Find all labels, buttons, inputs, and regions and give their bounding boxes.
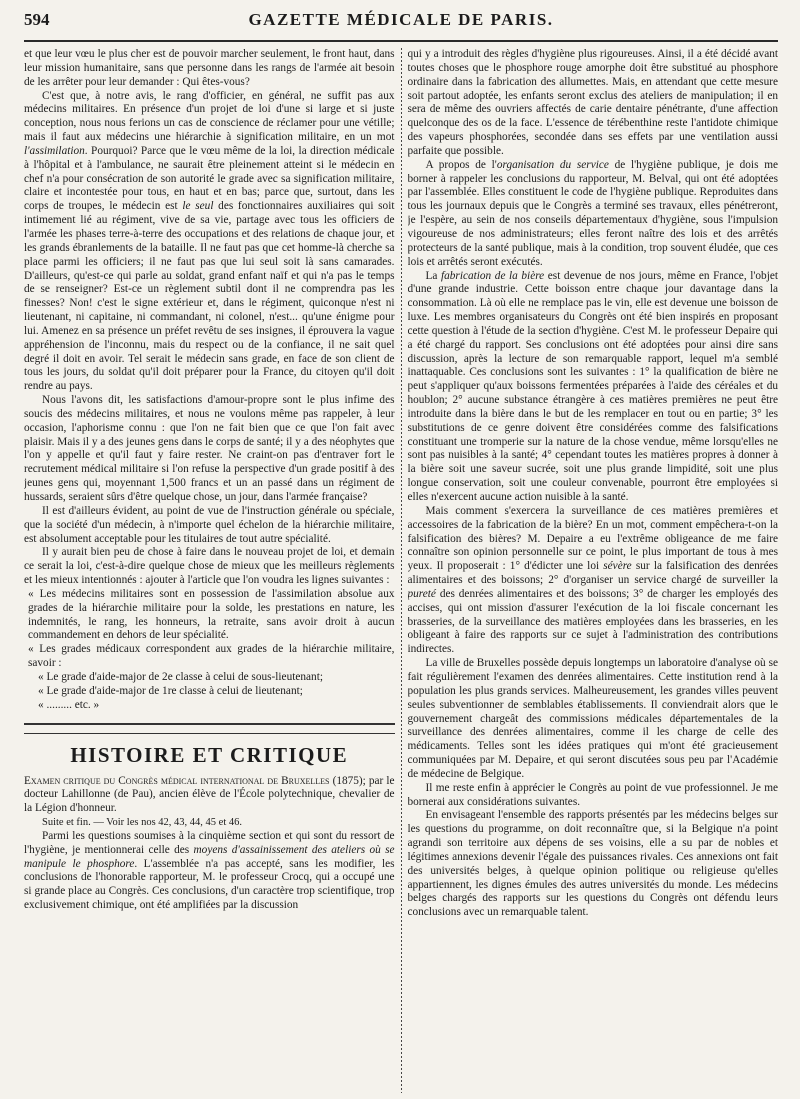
- right-column: [408, 48, 779, 1093]
- paragraph: et que leur vœu le plus cher est de pouvoir marcher seulement, le front haut, dans leur mission humanitaire, sans que personne dans les rangs de l'armée ait besoin de les arrêter pour leur demander : Qui êtes-vous?: [24, 48, 395, 88]
- paragraph: Nous l'avons dit, les satisfactions d'amour-propre sont le plus infime des soucis des médecins militaires, et nous ne voulons même pas rappeler, à leur occasion, l'aphorisme connu : que l'on ne fait bien que ce que l'on fait avec plaisir. Mais il y a des jeunes gens dans le corps de santé; il y a des néophytes que l'on y appelle et qu'il faut y faire rester. Ne craint-on pas d'entraver fort le recrutement médical militaire si l'on refuse la perspective d'un grade positif à des jeunes gens qui, moyennant 1,500 francs et un an passé dans un régiment de hussards, seraient sûrs d'être quelque chose, un jour, dans l'armée française?: [24, 394, 395, 503]
- paragraph: La ville de Bruxelles possède depuis longtemps un laboratoire d'analyse où se fait régulièrement l'examen des denrées alimentaires. Cette institution rend à la population les plus grands services. Malheureusement, les grandes villes peuvent seules subventionner de semblables établissements. Il conviendrait alors que le gouvernement chargeât des commissions médicales départementales de la surveillance des denrées alimentaires, comme il les charge de celle des médicaments. Telles sont les idées pratiques qui m'ont été gracieusement communiquées par M. Depaire, et qui seront discutées sous peu par l'Académie de médecine de Belgique.: [407, 657, 778, 780]
- paragraph: A propos de l'organisation du service de l'hygiène publique, je dois me borner à rappeler les conclusions du rapporteur, M. Belval, qui ont été adoptées par l'assemblée. Elles constituent le code de l'hygiène publique. Reproduites dans tous les journaux depuis que le Congrès a terminé ses travaux, elles pénétreront, je l'espère, au sein de nos conseils départementaux d'hygiène, sous l'impulsion vigoureuse de nos administrateurs; elles feront naître des lois et des arrêtés protecteurs de la santé publique, mais à la condition, trop souvent éludée, que ces lois et arrêtés seront exécutés.: [407, 158, 778, 268]
- quoted-article: « Le grade d'aide-major de 1re classe à celui de lieutenant;: [38, 684, 303, 697]
- left-column: [24, 48, 395, 1093]
- section-title: HISTOIRE ET CRITIQUE: [70, 742, 349, 767]
- running-title: GAZETTE MÉDICALE DE PARIS.: [248, 10, 554, 29]
- paragraph: C'est que, à notre avis, le rang d'officier, en général, ne suffit pas aux médecins militaires. En présence d'un projet de loi d'une si large et si juste conception, nous nous ferions un cas de conscience de réclamer pour une vétille; mais il faut aux médecins une hiérarchie à signification militaire, en un mot l'assimilation. Pourquoi? Parce que le vœu même de la loi, la direction médicale à l'hôpital et à l'ambulance, ne saurait être pleinement atteint si le médecin en chef n'a pour consécration de son autorité le grade avec sa signification militaire, claire et incontestée pour tous, en haut et en bas; parce que, surtout, dans les corps de troupes, le médecin est le seul des fonctionnaires auxiliaires qui soit intimement lié au régiment, vive de sa vie, partage avec tous les officiers de l'armée les phases terre-à-terre des occupations et des relations de chaque jour, et les grands ébranlements de la bataille. Il ne faut pas que cet homme-là cherche sa place parmi les officiers; il ne faut pas que lui seul soit là sans camarades. D'ailleurs, qu'est-ce qui parle au soldat, grand enfant naïf et qui n'a pas le temps de se renseigner? Est-ce un règlement subtil dont il ne comprendra pas les finesses? Non! c'est le signe extérieur et, dans le régiment, quiconque n'est ni lieutenant, ni capitaine, ni commandant, ni colonel, n'est... qu'une énigme pour lui. Amenez en sa présence un préfet revêtu de ses insignes, il éprouvera la vague appréhension de l'inconnu, mais du respect ou de la confiance, il ne sait quel degré il doit en avoir. Tel serait le médecin sans grade, en face de son client de tous les jours, du soldat qu'il doit préparer pour la France, du citoyen qu'il doit rendre au pays.: [24, 89, 395, 393]
- text-columns: [24, 48, 778, 1093]
- quoted-article: « Les médecins militaires sont en possession de l'assimilation absolue aux grades de la hiérarchie militaire pour la solde, les prestations en nature, les indemnités, le rang, les honneurs, la retraite, sans avoir droit à aucun commandement en dehors de leur spécialité.: [28, 587, 395, 642]
- paragraph: La fabrication de la bière est devenue de nos jours, même en France, l'objet d'une grande industrie. Cette boisson entre chaque jour davantage dans la consommation. Là où elle ne remplace pas le vin, elle est devenue une boisson de luxe. Les membres organisateurs du Congrès ont été bien inspirés en proposant cette question à l'étude de la section d'hygiène. C'est M. le professeur Depaire qui a été chargé du rapport. Ses conclusions ont été adoptées pour ainsi dire sans discussion, après la lecture de son remarquable rapport, lequel m'a semblé inattaquable. Ces conclusions sont les suivantes : 1° la qualification de bière ne peut s'appliquer qu'aux boissons fermentées préparées à l'aide des céréales et du houblon; 2° aucune substance étrangère à ces matières premières ne peut être introduite dans la bière dans le but de les remplacer en tout ou en partie; 3° les substitutions de ce genre doivent être considérées comme des falsifications constituant une tromperie sur la nature de la chose vendue, même lorsqu'elles ne sont pas nuisibles à la santé; 4° cependant toutes les matières propres à donner à la bière soit une saveur sucrée, soit une plus grande limpidité, soit une plus longue conservation, soit une couleur convenable, pourront être employées si elles n'exercent aucune action nuisible à la santé.: [407, 269, 778, 503]
- paragraph: Mais comment s'exercera la surveillance de ces matières premières et accessoires de la fabrication de la bière? En un mot, comment empêchera-t-on la falsification des bières? M. Depaire a eu l'extrême obligeance de me faire connaître son opinion personnelle sur ce point, le plus important de tous à mes yeux. Il proposerait : 1° d'édicter une loi sévère sur la falsification des denrées alimentaires et des boissons; 2° d'organiser un service chargé de surveiller la pureté des denrées alimentaires et des boissons; 3° de charger les employés des accises, qui ont mission d'assurer l'exécution de la loi fiscale concernant les brasseries, de la surveillance des matières employées dans les brasseries, en les obligeant à faire des rapports sur ce sujet à l'administration des contributions indirectes.: [407, 504, 778, 656]
- paragraph: Parmi les questions soumises à la cinquième section et qui sont du ressort de l'hygiène, je mentionnerai celle des moyens d'assainissement des ateliers où se manipule le phosphore. L'assemblée n'a pas accepté, sans les modifier, les conclusions de l'honorable rapporteur, M. le professeur Crocq, qui a occupé une si grande place au Congrès. Ces conclusions, d'un caractère trop scientifique, trop exclusivement chimique, ont été amplifiées par la discussion: [24, 829, 395, 912]
- section-divider: [24, 723, 395, 734]
- quoted-article: « ......... etc. »: [38, 698, 100, 711]
- paragraph: Il me reste enfin à apprécier le Congrès au point de vue professionnel. Je me bornerai aux considérations suivantes.: [407, 781, 778, 808]
- quoted-article: « Les grades médicaux correspondent aux grades de la hiérarchie militaire, savoir :: [28, 643, 395, 670]
- page-number: 594: [24, 10, 50, 29]
- paragraph: qui y a introduit des règles d'hygiène plus rigoureuses. Ainsi, il a été décidé avant toutes choses que le phosphore rouge amorphe doit être substitué au phosphore ordinaire dans la fabrication des allumettes. Mais, en attendant que cette mesure soit partout adoptée, les enfants seront exclus des ateliers de manipulation; il en sera de même des ouvriers affectés de carie dentaire pénétrante, d'une affection quelconque des os de la face. L'essence de térébenthine reste l'antidote chimique des vapeurs phosphorées, secondée dans ses effets par une ventilation aussi parfaite que possible.: [407, 48, 778, 157]
- paragraph: Il y aurait bien peu de chose à faire dans le nouveau projet de loi, et demain ce serait la loi, c'est-à-dire quelque chose de mieux que les meilleurs règlements et les mieux intentionnés : ajouter à l'article que l'on voudra les lignes suivantes :: [24, 546, 395, 587]
- page-header: [24, 10, 778, 42]
- column-rule: [401, 48, 402, 1093]
- continuation-note: Suite et fin. — Voir les nos 42, 43, 44, 45 et 46.: [42, 817, 242, 829]
- quoted-article: « Le grade d'aide-major de 2e classe à celui de sous-lieutenant;: [38, 670, 323, 683]
- article-title: Examen critique du Congrès médical international de Bruxelles (1875); par le docteur Lahillonne (de Pau), ancien élève de l'École polytechnique, chevalier de la Légion d'honneur.: [24, 774, 395, 815]
- paragraph: Il est d'ailleurs évident, au point de vue de l'instruction générale ou spéciale, que la société d'un médecin, à n'importe quel échelon de la hiérarchie militaire, est absolument acceptable pour les titulaires de tout autre spécialité.: [24, 504, 395, 545]
- paragraph: En envisageant l'ensemble des rapports présentés par les médecins belges sur les questions du programme, on doit reconnaître que, si la Belgique n'a point agrandi son territoire aux dépens de ses voisins, elle a su par de nobles et légitimes annexions devenir l'égale des puissances rivales. Ces annexions ont fait des universités belges, à quelque opinion politique ou religieuse qu'elles appartiennent, les dignes émules des autres universités du monde. Les médecins belges chargés des rapports sur les questions du Congrès ont défendu leurs conclusions avec un remarquable talent.: [407, 809, 778, 919]
